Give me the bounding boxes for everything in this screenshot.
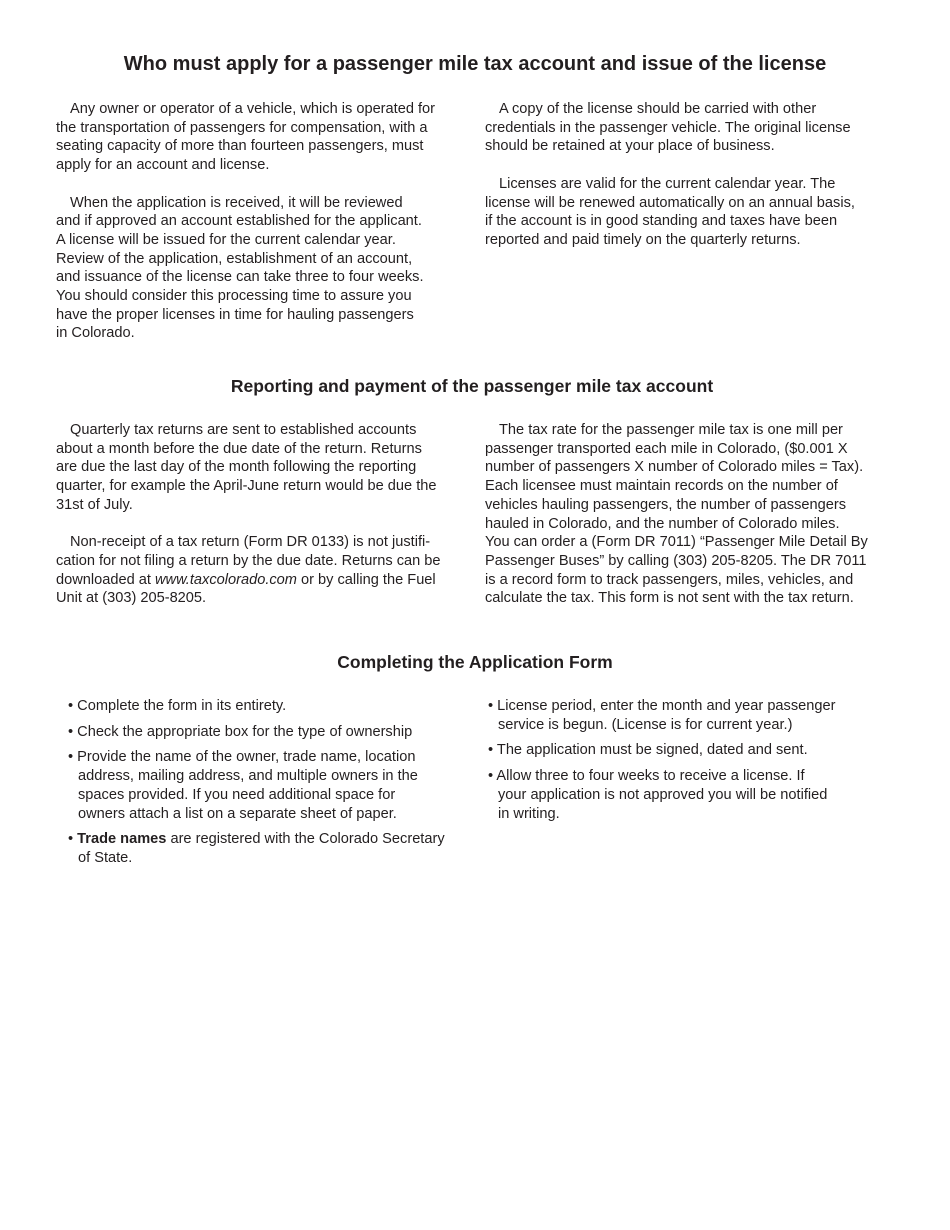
section-title-who-must-apply: Who must apply for a passenger mile tax account and issue of the license <box>123 53 827 75</box>
section3-right-bullets <box>488 697 908 830</box>
list-item: • Trade names are registered with the Colorado Secretary of State. <box>68 831 445 866</box>
paragraph-text: or by calling the Fuel Unit at (303) 205-8205. <box>56 571 436 607</box>
list-item: • The application must be signed, dated and sent. <box>488 742 808 759</box>
section2-right-column <box>485 421 903 627</box>
paragraph: Quarterly tax returns are sent to established accounts about a month before the due date of the return. Returns are due the last day of the month following the reporting quarter, for example the April-June return would be due the 31st of July. <box>56 422 437 513</box>
section-title-completing-form: Completing the Application Form <box>337 652 613 672</box>
list-item-text: are registered with the Colorado Secretary of State. <box>78 831 445 866</box>
paragraph <box>56 533 474 608</box>
paragraph: When the application is received, it will be reviewed and if approved an account established for the applicant. A license will be issued for the current calendar year. Review of the application, establishment of an account, and issuance of the license can take three to four weeks. You should consider this processing time to assure you have the proper licenses in time for hauling passengers in Colorado. <box>56 194 424 342</box>
paragraph: Licenses are valid for the current calendar year. The license will be renewed automatically on an annual basis, if the account is in good standing and taxes have been reported and paid timely on the quarterly returns. <box>485 175 855 248</box>
list-item: • Allow three to four weeks to receive a license. If your application is not approved you will be notified in writing. <box>488 768 828 822</box>
section3-left-bullets <box>68 697 478 875</box>
section1-left-column <box>56 100 468 362</box>
list-item: • License period, enter the month and year passenger service is begun. (License is for current year.) <box>488 698 836 733</box>
website-link[interactable]: www.taxcolorado.com <box>155 571 297 588</box>
list-item: • Check the appropriate box for the type of ownership <box>68 723 413 740</box>
section2-left-column <box>56 421 474 627</box>
paragraph: Any owner or operator of a vehicle, which is operated for the transportation of passengers for compensation, with a seating capacity of more than fourteen passengers, must apply for an account and license. <box>56 101 436 174</box>
section1-right-column <box>485 100 897 268</box>
paragraph: A copy of the license should be carried with other credentials in the passenger vehicle. The original license should be retained at your place of business. <box>485 101 851 155</box>
paragraph: The tax rate for the passenger mile tax is one mill per passenger transported each mile in Colorado, ($0.001 X number of passengers X number of Colorado miles = Tax). Each licensee must maintain records on the number of vehicles hauling passengers, the number of passengers hauled in Colorado, and the number of Colorado miles. You can order a (Form DR 7011) “Passenger Mile Detail By Passenger Buses” by calling (303) 205-8205. The DR 7011 is a record form to track passengers, miles, vehicles, and calculate the tax. This form is not sent with the tax return. <box>485 422 868 607</box>
section-title-reporting-payment: Reporting and payment of the passenger mile tax account <box>230 376 714 396</box>
list-item: • Complete the form in its entirety. <box>68 698 287 714</box>
list-item-bold: Trade names <box>77 831 167 848</box>
paragraph-text: Non-receipt of a tax return (Form DR 0133) is not justifi- cation for not filing a return by the due date. Returns can be downloaded at <box>56 534 441 588</box>
list-item: • Provide the name of the owner, trade name, location address, mailing address, and multiple owners in the spaces provided. If you need additional space for owners attach a list on a separate sheet of paper. <box>68 749 418 822</box>
